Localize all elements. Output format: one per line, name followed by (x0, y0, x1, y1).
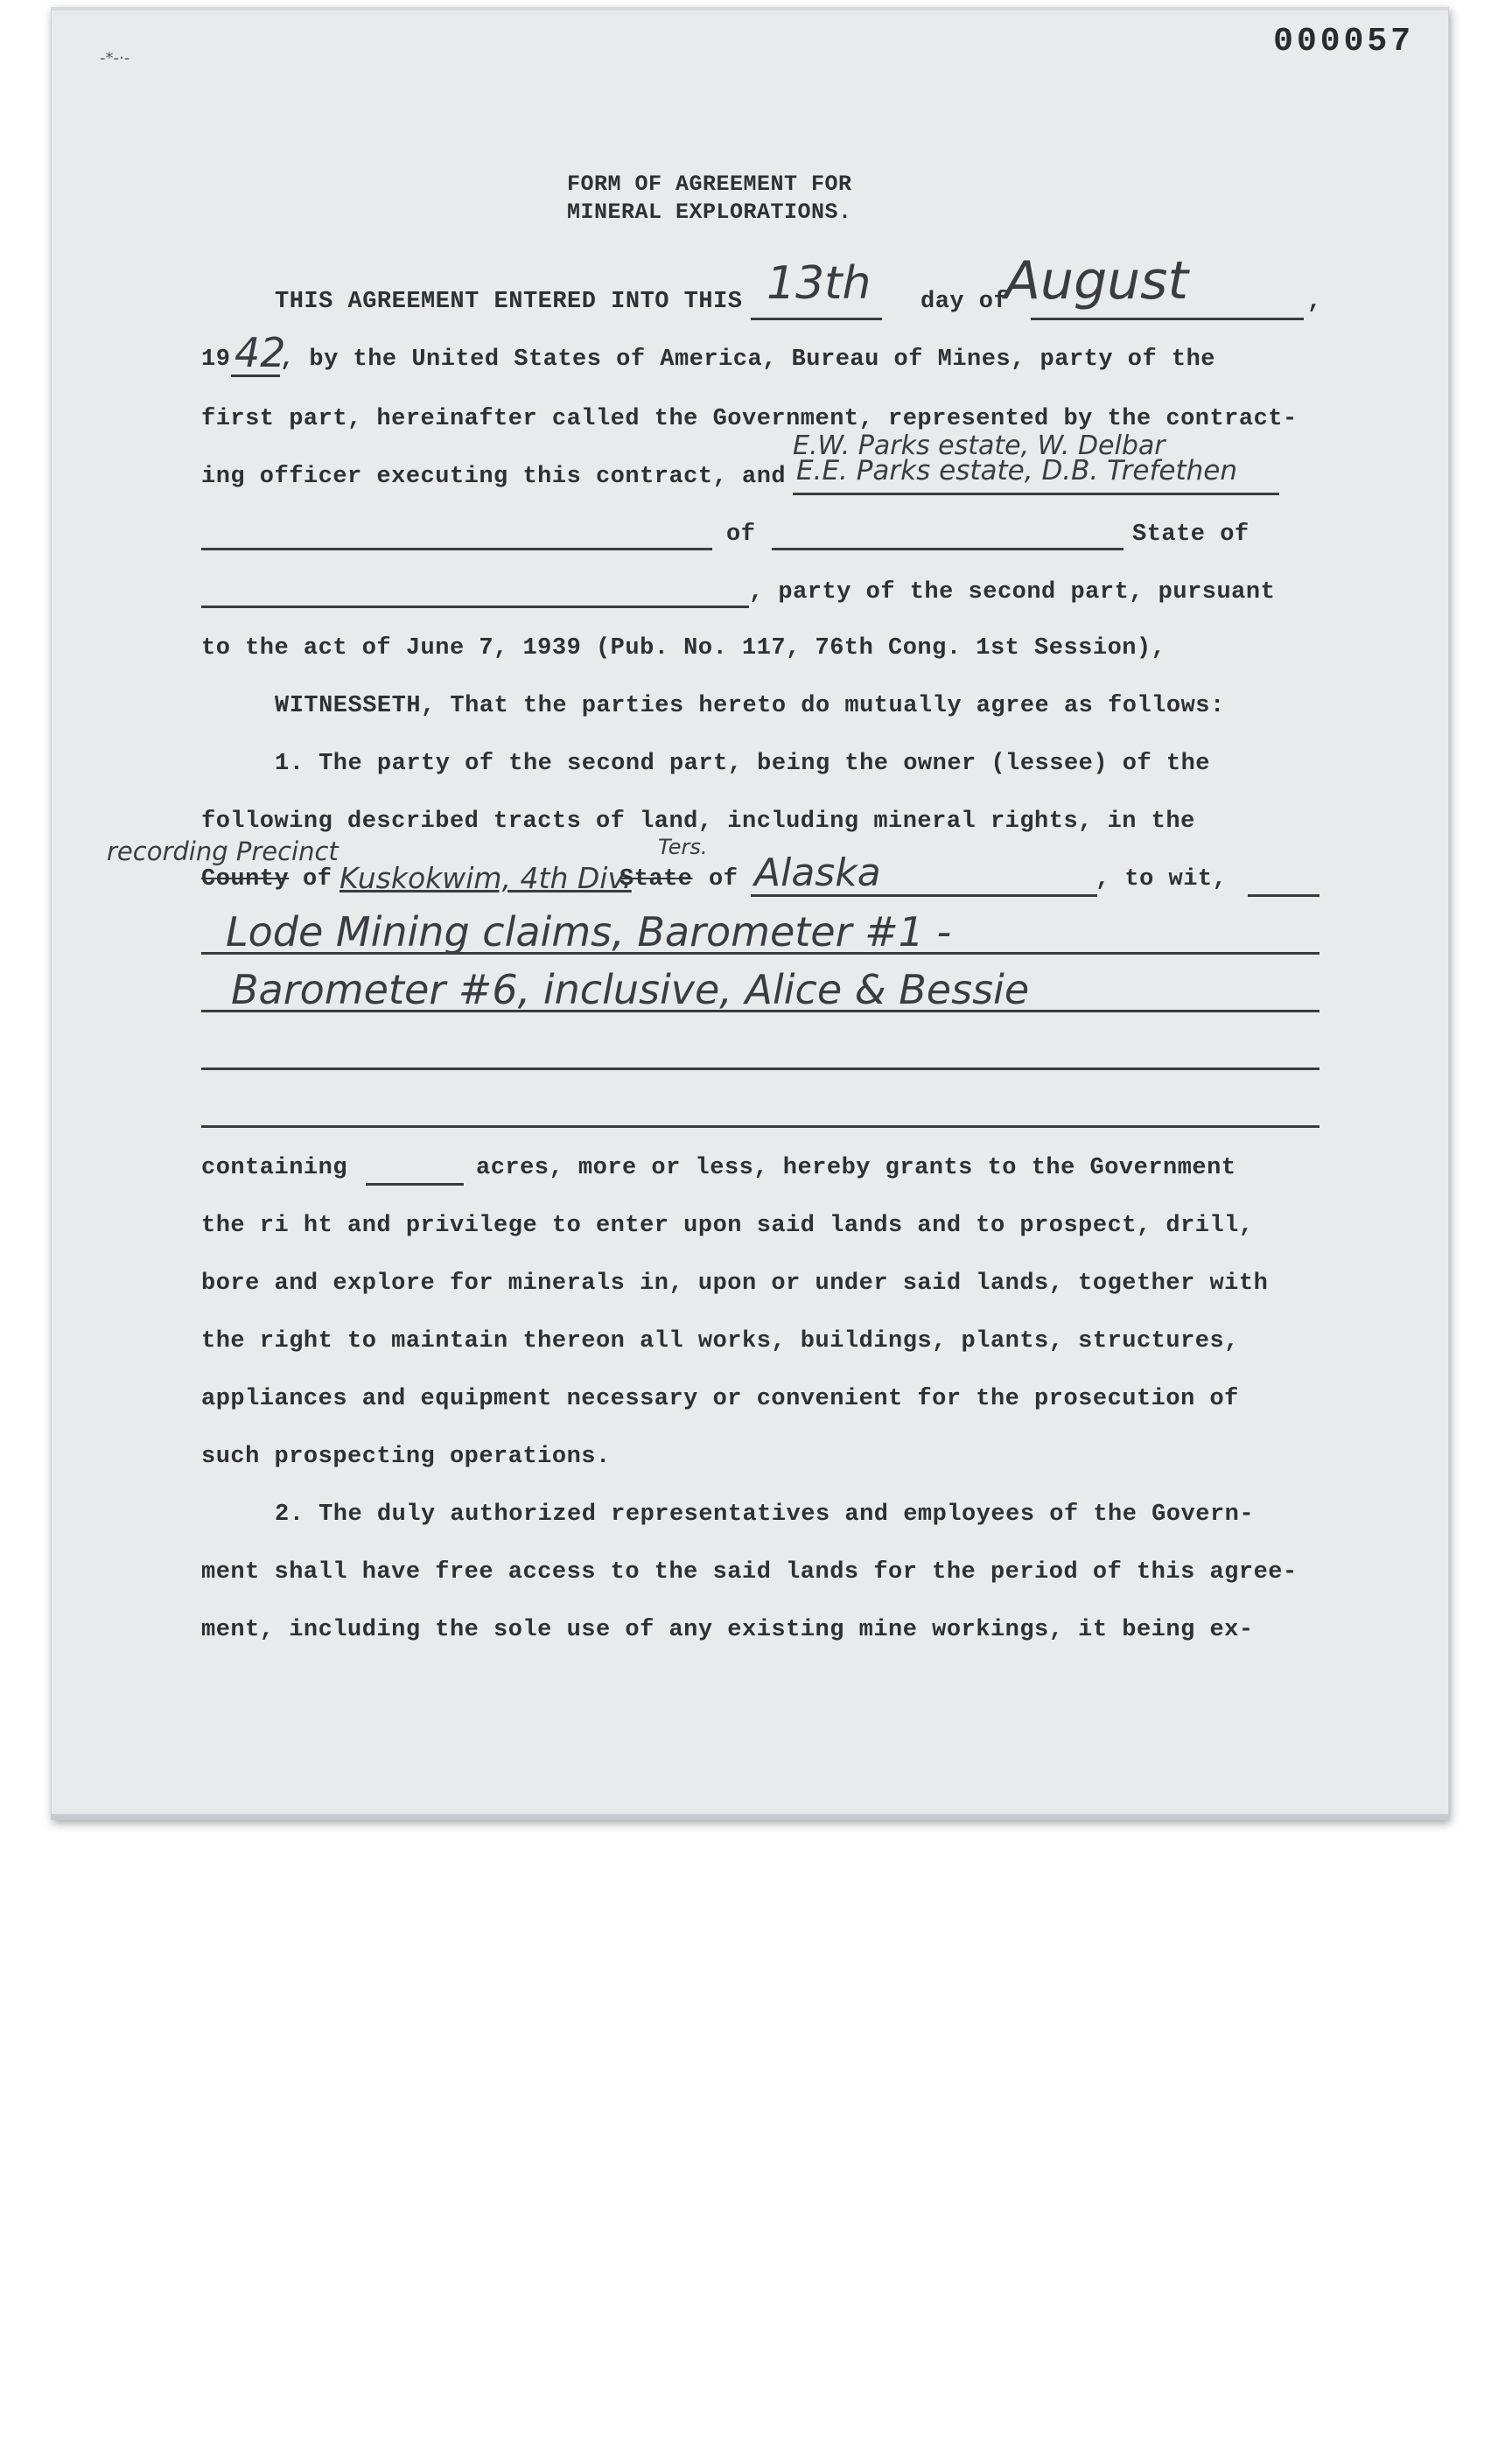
state-blank (201, 606, 749, 608)
state-label-struck: State (620, 866, 693, 892)
of-label: of (726, 522, 756, 548)
corner-mark: -*-·- (100, 49, 130, 67)
line-4-text: ing officer executing this contract, and (201, 464, 787, 490)
handwritten-day: 13th (766, 257, 872, 310)
handwritten-tracts-1: Lode Mining claims, Barometer #1 - (226, 908, 952, 956)
party-blank (793, 493, 1279, 495)
line-2-text: , by the United States of America, Bureau of Mines, party of the (280, 346, 1215, 373)
agreement-intro: THIS AGREEMENT ENTERED INTO THIS (275, 289, 743, 315)
to-wit-label: , to wit, (1096, 866, 1228, 892)
county-label-struck: County (201, 866, 290, 892)
document-number: 000057 (1273, 23, 1414, 60)
handwritten-party-1: E.W. Parks estate, W. Delbar (793, 430, 1166, 461)
day-of-label: day of (920, 289, 1009, 315)
para-1-line-1: 1. The party of the second part, being the owner (lessee) of the (275, 751, 1210, 777)
party-address-blank (201, 548, 712, 550)
state-of-label-2: of (709, 866, 738, 892)
year-prefix: 19 (201, 346, 231, 373)
para-1-line-2: following described tracts of land, including mineral rights, in the (201, 808, 1195, 835)
handwritten-county-replacement: recording Precinct (107, 836, 339, 866)
para-2-line-3: ment, including the sole use of any existing mine workings, it being ex- (201, 1617, 1254, 1643)
containing-text: acres, more or less, hereby grants to the Government (476, 1155, 1236, 1181)
day-blank (751, 318, 882, 320)
containing-label: containing (201, 1155, 348, 1181)
handwritten-month: August (1004, 250, 1188, 312)
grant-line-3: bore and explore for minerals in, upon or under said lands, together with (201, 1270, 1269, 1297)
title-line-1: FORM OF AGREEMENT FOR (567, 172, 852, 197)
to-wit-blank (1248, 894, 1320, 897)
grant-line-6: such prospecting operations. (201, 1444, 611, 1470)
line-3-text: first part, hereinafter called the Government, represented by the contract- (201, 406, 1298, 432)
tract-line-4 (201, 1125, 1320, 1128)
state-of-label: State of (1132, 522, 1250, 548)
grant-line-4: the right to maintain thereon all works, buildings, plants, structures, (201, 1328, 1239, 1354)
acres-blank (366, 1183, 464, 1186)
line-6-text: , party of the second part, pursuant (749, 579, 1276, 606)
handwritten-state: Alaska (754, 850, 881, 895)
para-2-line-1: 2. The duly authorized representatives and employees of the Govern- (275, 1502, 1255, 1528)
city-blank (772, 548, 1124, 550)
line-7-text: to the act of June 7, 1939 (Pub. No. 117, 76th Cong. 1st Session), (201, 635, 1166, 662)
county-of-label: of (303, 866, 332, 892)
para-2-line-2: ment shall have free access to the said lands for the period of this agree- (201, 1559, 1298, 1586)
handwritten-year: 42 (234, 329, 286, 376)
tract-line-3 (201, 1068, 1320, 1070)
handwritten-tracts-2: Barometer #6, inclusive, Alice & Bessie (231, 966, 1030, 1013)
handwritten-county: Kuskokwim, 4th Div. (340, 861, 632, 895)
comma: , (1307, 289, 1322, 315)
handwritten-state-replacement: Ters. (658, 835, 708, 859)
grant-line-2: the ri ht and privilege to enter upon said lands and to prospect, drill, (201, 1213, 1254, 1239)
title-line-2: MINERAL EXPLORATIONS. (567, 200, 852, 225)
grant-line-5: appliances and equipment necessary or convenient for the prosecution of (201, 1386, 1239, 1412)
document-page (51, 7, 1449, 1820)
handwritten-party-2: E.E. Parks estate, D.B. Trefethen (796, 455, 1237, 486)
month-blank (1031, 318, 1304, 320)
witnesseth-text: WITNESSETH, That the parties hereto do mutually agree as follows: (275, 693, 1225, 719)
